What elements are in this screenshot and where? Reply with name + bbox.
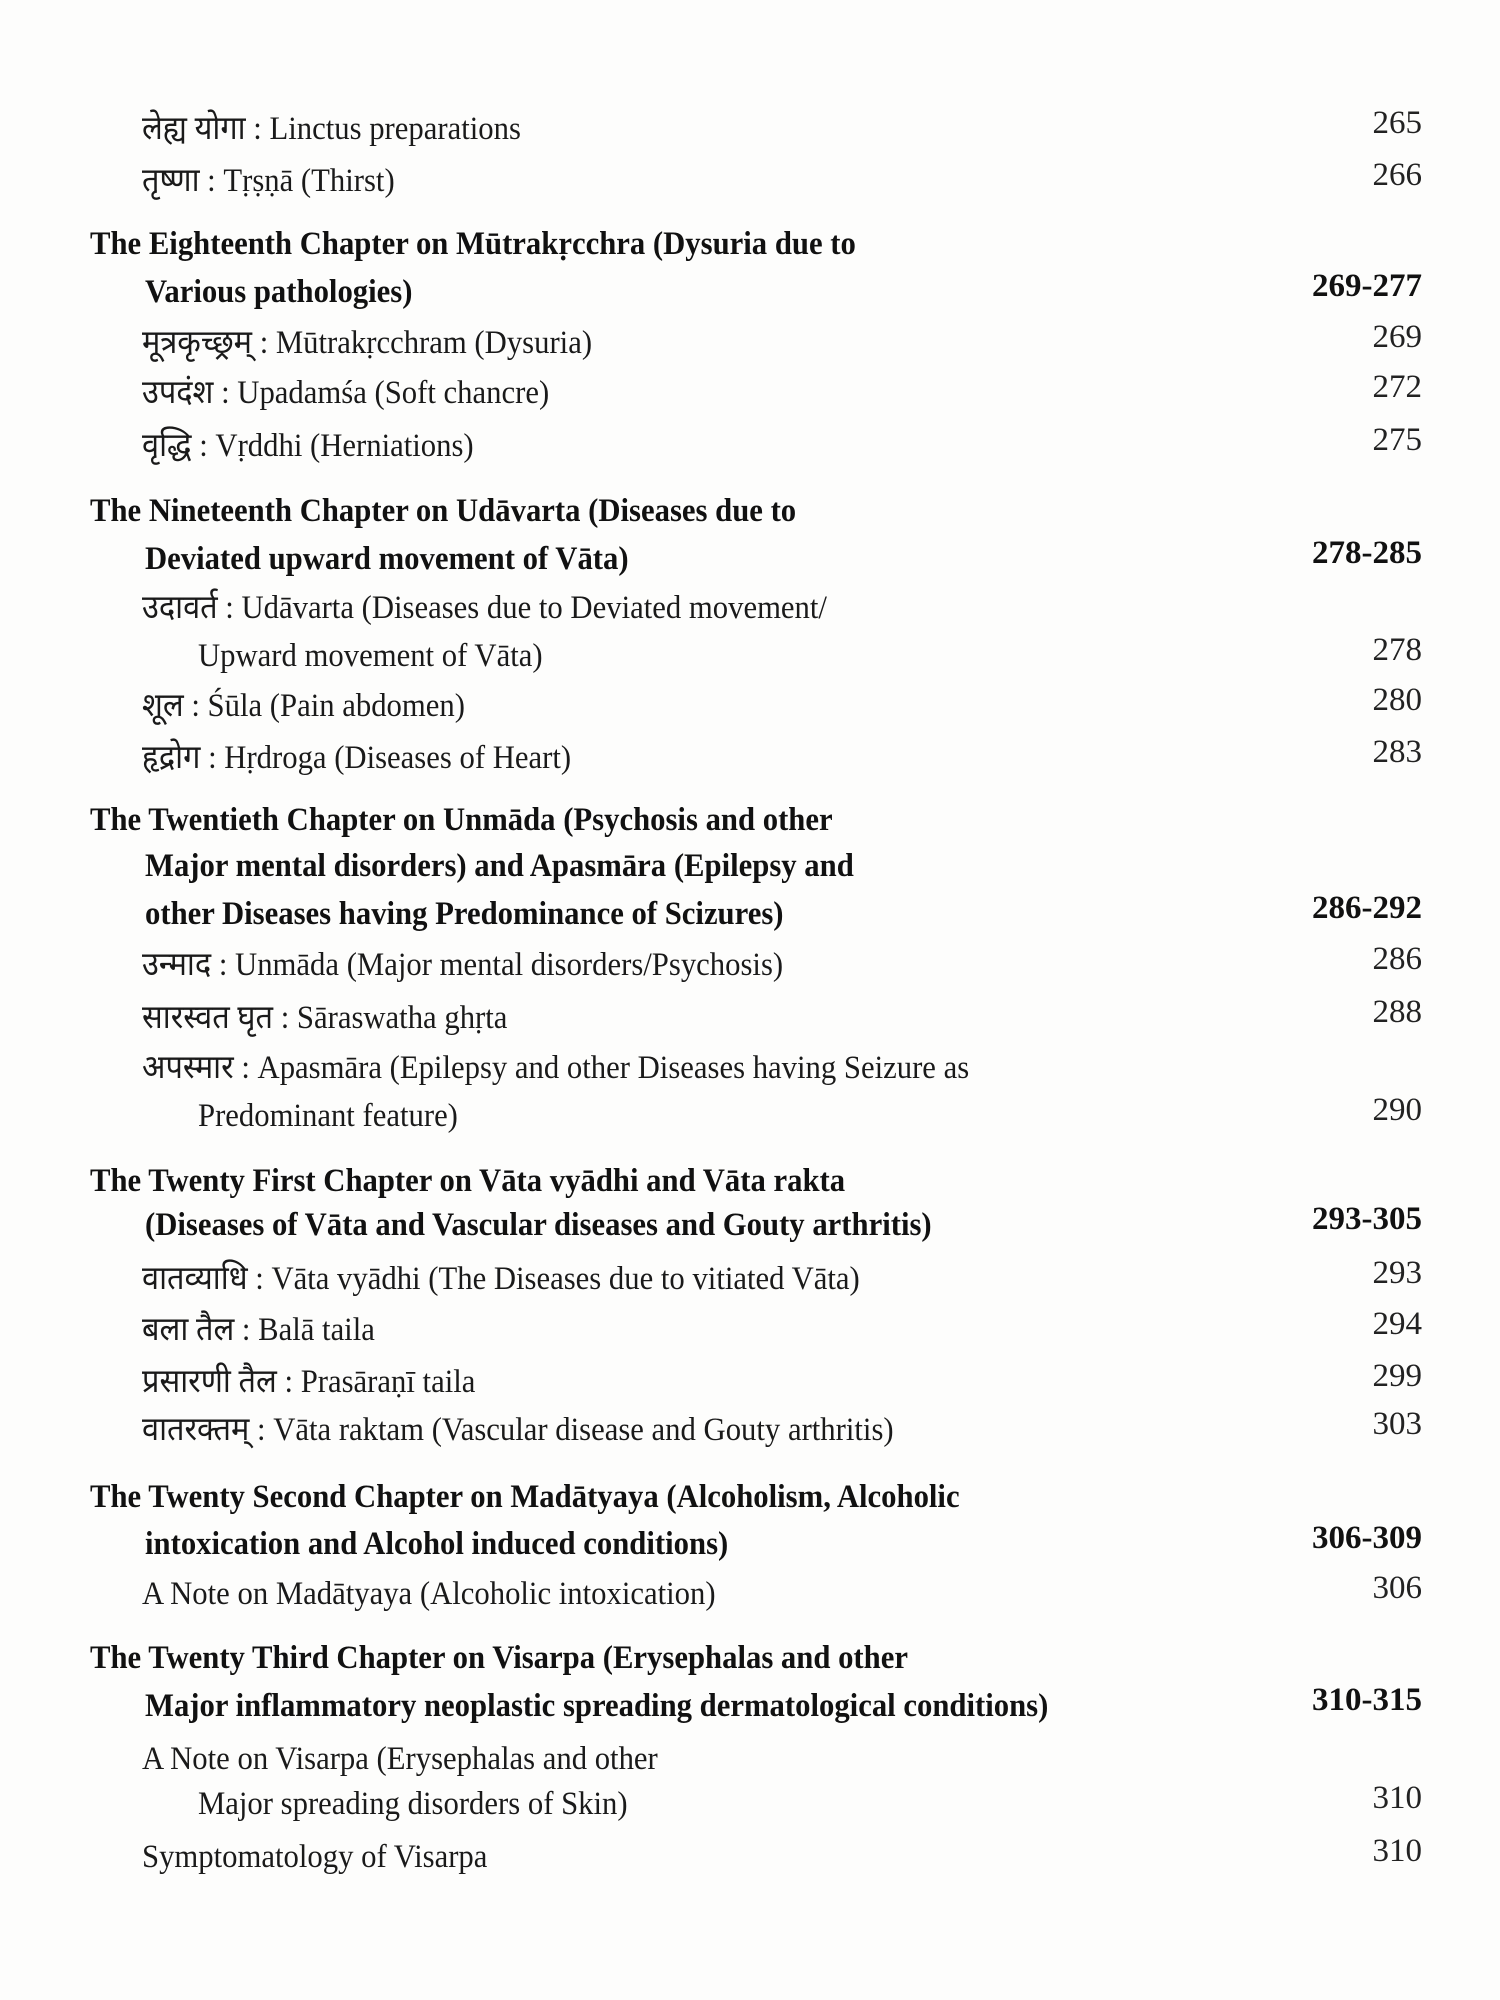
toc-entry-text: प्रसारणी तैल : Prasāraṇī taila <box>142 1364 476 1400</box>
toc-entry-text: उदावर्त : Udāvarta (Diseases due to Deviated movement/ <box>142 590 827 626</box>
chapter-page-range: 278-285 <box>1312 535 1422 571</box>
toc-entry-text: A Note on Visarpa (Erysephalas and other <box>142 1741 658 1777</box>
chapter-heading: Major mental disorders) and Apasmāra (Epilepsy and <box>145 848 854 884</box>
page-number: 290 <box>1372 1092 1422 1128</box>
chapter-heading: Deviated upward movement of Vāta) <box>145 541 629 577</box>
toc-entry-text: हृद्रोग : Hṛdroga (Diseases of Heart) <box>142 740 572 776</box>
toc-entry-text: बला तैल : Balā taila <box>142 1312 375 1348</box>
chapter-heading: Various pathologies) <box>145 274 413 310</box>
page-number: 275 <box>1372 422 1422 458</box>
chapter-heading: intoxication and Alcohol induced conditions) <box>145 1526 729 1562</box>
toc-entry-text: सारस्वत घृत : Sāraswatha ghṛta <box>142 1000 508 1036</box>
chapter-heading: The Eighteenth Chapter on Mūtrakṛcchra (Dysuria due to <box>90 226 856 262</box>
chapter-page-range: 306-309 <box>1312 1520 1422 1556</box>
toc-entry-text: उन्माद : Unmāda (Major mental disorders/Psychosis) <box>142 947 784 983</box>
page-number: 299 <box>1372 1358 1422 1394</box>
page-number: 294 <box>1372 1306 1422 1342</box>
page-number: 266 <box>1372 157 1422 193</box>
chapter-heading: The Twentieth Chapter on Unmāda (Psychosis and other <box>90 802 833 838</box>
toc-entry-text: वातरक्तम् : Vāta raktam (Vascular disease and Gouty arthritis) <box>142 1412 894 1448</box>
page-number: 306 <box>1372 1570 1422 1606</box>
page-number: 310 <box>1372 1780 1422 1816</box>
toc-entry-text: Upward movement of Vāta) <box>198 638 543 674</box>
toc-entry-text: अपस्मार : Apasmāra (Epilepsy and other Diseases having Seizure as <box>142 1050 970 1086</box>
toc-entry-text: वातव्याधि : Vāta vyādhi (The Diseases due to vitiated Vāta) <box>142 1261 860 1297</box>
chapter-page-range: 293-305 <box>1312 1201 1422 1237</box>
toc-entry-text: शूल : Śūla (Pain abdomen) <box>142 688 465 724</box>
chapter-heading: The Nineteenth Chapter on Udāvarta (Diseases due to <box>90 493 797 529</box>
page-number: 283 <box>1372 734 1422 770</box>
page-number: 310 <box>1372 1833 1422 1869</box>
page-number: 303 <box>1372 1406 1422 1442</box>
page-number: 286 <box>1372 941 1422 977</box>
page-number: 269 <box>1372 319 1422 355</box>
page-number: 288 <box>1372 994 1422 1030</box>
toc-entry-text: तृष्णा : Tṛṣṇā (Thirst) <box>142 163 395 199</box>
chapter-heading: (Diseases of Vāta and Vascular diseases and Gouty arthritis) <box>145 1207 932 1243</box>
toc-entry-text: Predominant feature) <box>198 1098 458 1134</box>
toc-entry-text: Major spreading disorders of Skin) <box>198 1786 628 1822</box>
chapter-heading: The Twenty Second Chapter on Madātyaya (Alcoholism, Alcoholic <box>90 1479 960 1515</box>
chapter-heading: The Twenty Third Chapter on Visarpa (Erysephalas and other <box>90 1640 908 1676</box>
chapter-heading: other Diseases having Predominance of Scizures) <box>145 896 784 932</box>
toc-entry-text: वृद्धि : Vṛddhi (Herniations) <box>142 428 474 464</box>
chapter-page-range: 269-277 <box>1312 268 1422 304</box>
chapter-heading: Major inflammatory neoplastic spreading dermatological conditions) <box>145 1688 1049 1724</box>
toc-entry-text: लेह्य योगा : Linctus preparations <box>142 111 521 147</box>
chapter-page-range: 286-292 <box>1312 890 1422 926</box>
chapter-page-range: 310-315 <box>1312 1682 1422 1718</box>
toc-entry-text: मूत्रकृच्छ्रम् : Mūtrakṛcchram (Dysuria) <box>142 325 593 361</box>
page-number: 272 <box>1372 369 1422 405</box>
chapter-heading: The Twenty First Chapter on Vāta vyādhi and Vāta rakta <box>90 1163 846 1199</box>
toc-entry-text: उपदंश : Upadamśa (Soft chancre) <box>142 375 550 411</box>
toc-entry-text: Symptomatology of Visarpa <box>142 1839 488 1875</box>
page-number: 280 <box>1372 682 1422 718</box>
page-number: 278 <box>1372 632 1422 668</box>
page-number: 293 <box>1372 1255 1422 1291</box>
toc-entry-text: A Note on Madātyaya (Alcoholic intoxication) <box>142 1576 716 1612</box>
page-number: 265 <box>1372 105 1422 141</box>
